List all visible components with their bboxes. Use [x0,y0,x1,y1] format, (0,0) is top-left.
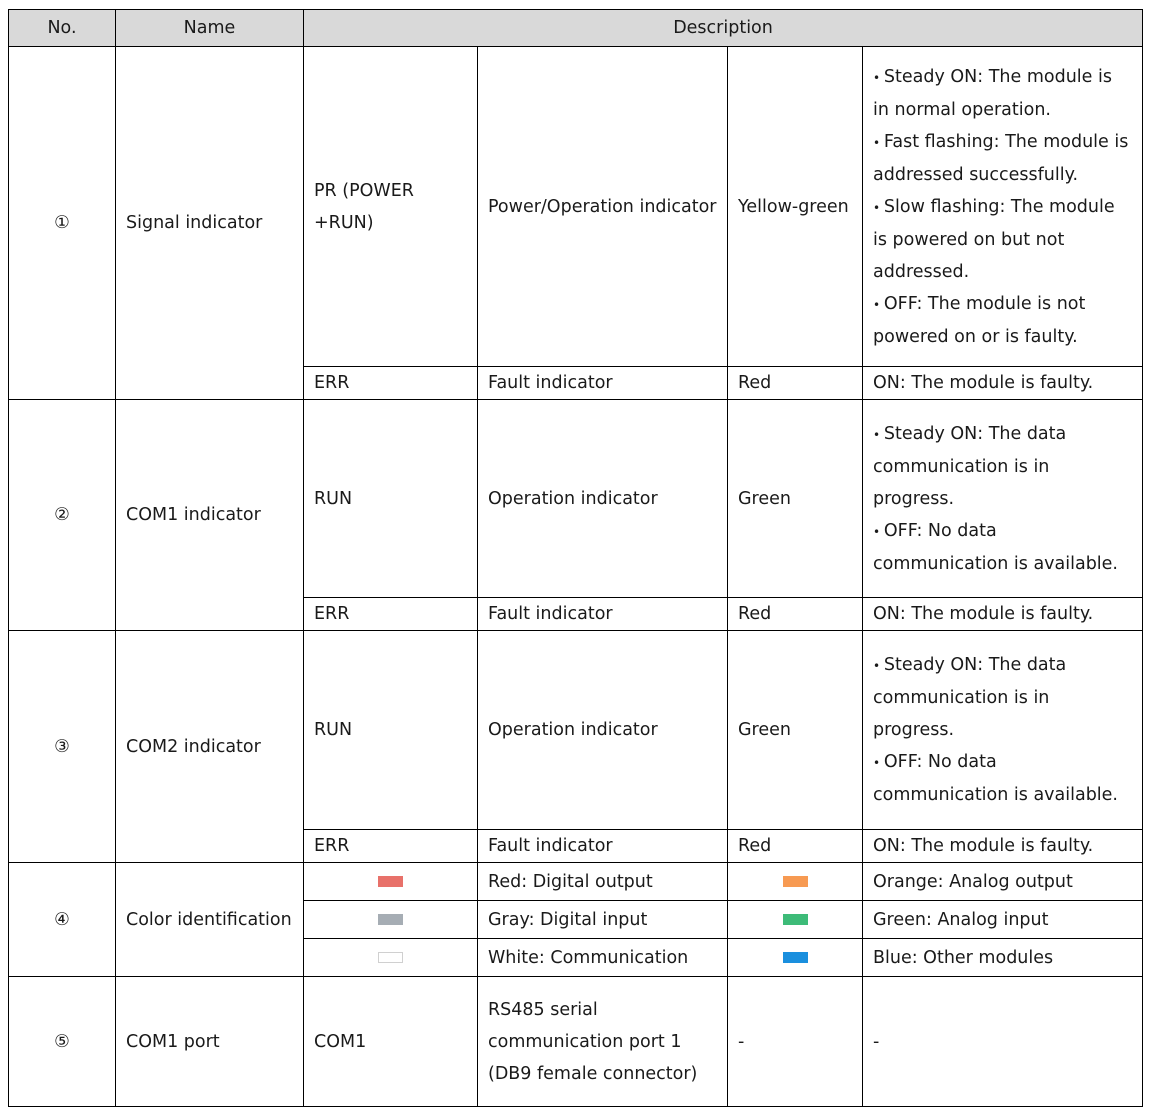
indicator-color: Yellow-green [728,47,863,367]
color-swatch [304,901,478,939]
port-label: COM1 [304,977,478,1107]
gray-swatch-icon [378,914,403,925]
color-label: Red: Digital output [478,863,728,901]
indicator-label: ERR [304,830,478,863]
indicator-description: Power/Operation indicator [478,47,728,367]
table-row [9,863,1143,901]
row-name: COM2 indicator [116,631,304,863]
state-text: • Steady ON: The data communication is in progress. [873,649,1132,746]
indicator-label: RUN [304,631,478,830]
indicator-states [863,631,1143,830]
row-number: ② [9,400,116,631]
indicator-label: ERR [304,367,478,400]
row-number: ④ [9,863,116,977]
indicator-states [863,400,1143,598]
indicator-color: Green [728,400,863,598]
indicator-label: PR (POWER +RUN) [304,47,478,367]
table-row [9,47,1143,367]
white-swatch-icon [378,952,403,963]
indicator-color: Red [728,598,863,631]
orange-swatch-icon [783,876,808,887]
indicator-states [863,47,1143,367]
color-label: Blue: Other modules [863,939,1143,977]
indicator-label: ERR [304,598,478,631]
state-text: • Fast flashing: The module is addressed successfully. [873,126,1132,191]
color-label: Orange: Analog output [863,863,1143,901]
color-swatch [304,863,478,901]
header-name: Name [116,10,304,47]
row-number: ⑤ [9,977,116,1107]
table-row [9,400,1143,598]
row-name: COM1 indicator [116,400,304,631]
state-text: • OFF: No data communication is available. [873,746,1132,811]
color-swatch [728,901,863,939]
port-state: - [863,977,1143,1107]
state-text: • Steady ON: The module is in normal operation. [873,61,1132,126]
indicator-description: Operation indicator [478,400,728,598]
table-header-row [9,10,1143,47]
row-number: ③ [9,631,116,863]
blue-swatch-icon [783,952,808,963]
port-description: RS485 serial communication port 1 (DB9 female connector) [478,977,728,1107]
header-no: No. [9,10,116,47]
row-number: ① [9,47,116,400]
state-text: • Steady ON: The data communication is in progress. [873,418,1132,515]
color-swatch [728,939,863,977]
indicator-color: Red [728,367,863,400]
row-name: Color identification [116,863,304,977]
indicator-description: Operation indicator [478,631,728,830]
indicator-color: Green [728,631,863,830]
indicator-description: Fault indicator [478,598,728,631]
table-row [9,977,1143,1107]
row-name: Signal indicator [116,47,304,400]
header-description: Description [304,10,1143,47]
indicator-description: Fault indicator [478,367,728,400]
color-swatch [728,863,863,901]
indicator-state: ON: The module is faulty. [863,830,1143,863]
state-text: • Slow flashing: The module is powered on but not addressed. [873,191,1132,288]
green-swatch-icon [783,914,808,925]
color-label: White: Communication [478,939,728,977]
indicator-label: RUN [304,400,478,598]
color-label: Gray: Digital input [478,901,728,939]
table-row [9,631,1143,830]
row-name: COM1 port [116,977,304,1107]
indicator-state: ON: The module is faulty. [863,598,1143,631]
state-text: • OFF: The module is not powered on or is faulty. [873,288,1132,353]
port-color: - [728,977,863,1107]
state-text: • OFF: No data communication is available. [873,515,1132,580]
indicator-state: ON: The module is faulty. [863,367,1143,400]
indicator-table [8,9,1143,1107]
indicator-color: Red [728,830,863,863]
indicator-description: Fault indicator [478,830,728,863]
red-swatch-icon [378,876,403,887]
color-label: Green: Analog input [863,901,1143,939]
color-swatch [304,939,478,977]
